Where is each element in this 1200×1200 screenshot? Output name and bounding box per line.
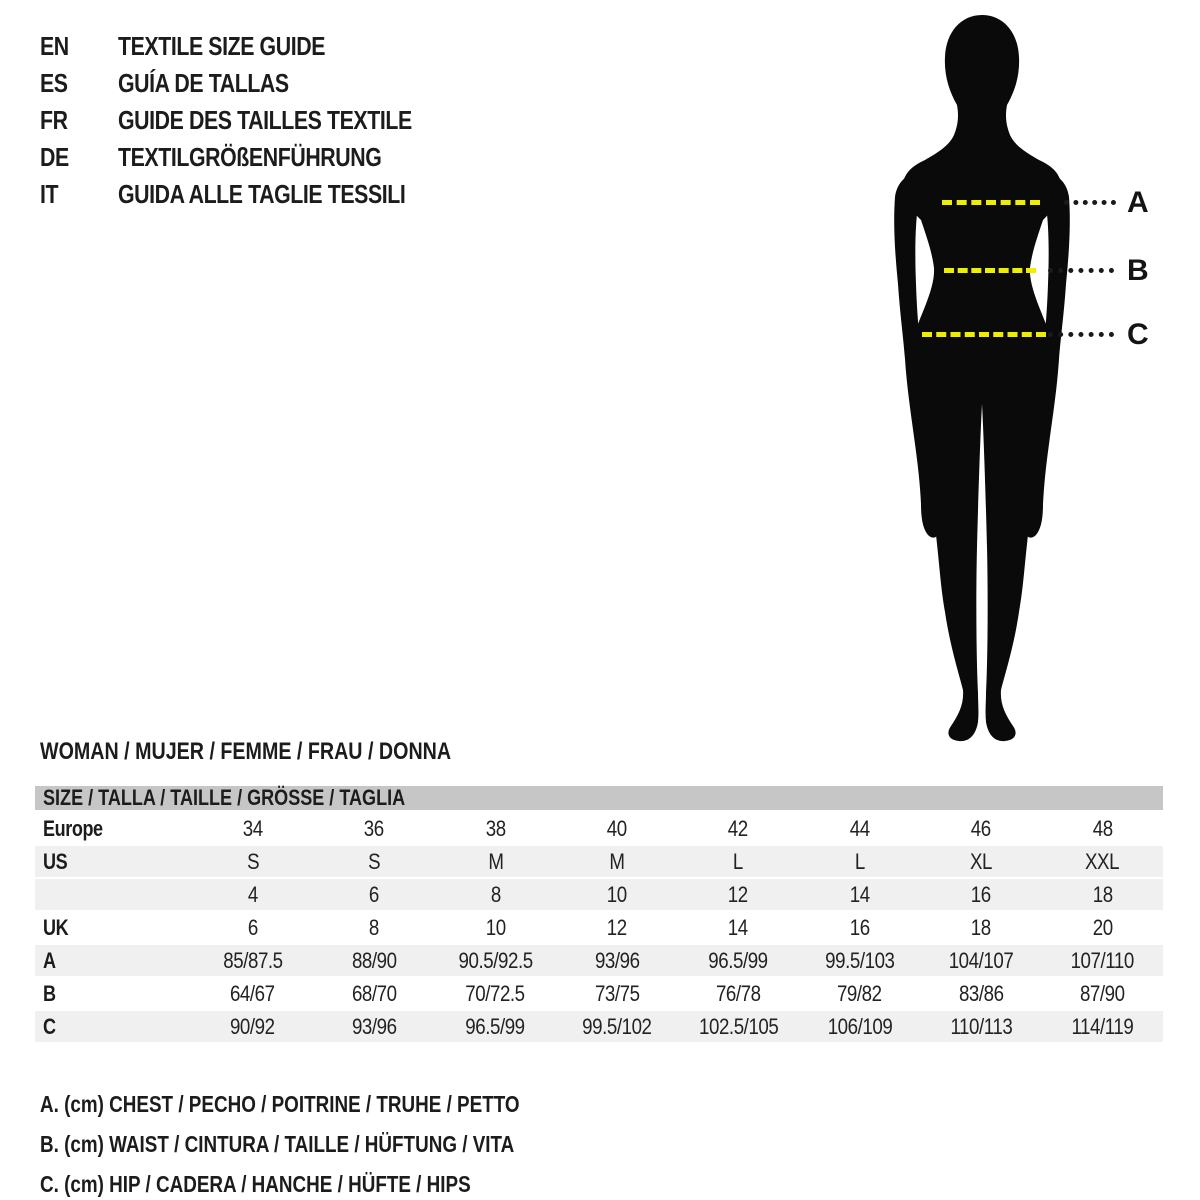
size-cell: 93/96 [594,947,640,973]
size-table-header: SIZE / TALLA / TAILLE / GRÖSSE / TAGLIA [35,786,1163,813]
size-cell: 8 [369,914,380,940]
waist-measure-line [944,268,1036,273]
lang-title: GUÍA DE TALLAS [118,68,289,98]
size-cell: 12 [728,881,749,907]
size-cell: 106/109 [827,1013,892,1039]
size-cell: 4 [247,881,258,907]
table-row-hip [35,1011,1163,1044]
legend-line-chest: A. (cm) CHEST / PECHO / POITRINE / TRUHE / PETTO [40,1090,520,1117]
lang-code: FR [40,105,68,135]
size-cell: 16 [849,914,870,940]
size-cell: 10 [606,881,627,907]
size-cell: 88/90 [351,947,397,973]
table-row-europe [35,813,1163,846]
size-cell: 12 [606,914,627,940]
measurement-legend [40,1084,625,1200]
lang-code: EN [40,31,69,61]
size-cell: 114/119 [1071,1013,1134,1039]
woman-silhouette [845,12,1105,757]
size-cell: 110/113 [950,1013,1012,1039]
size-cell: 87/90 [1079,980,1125,1006]
size-cell: 96.5/99 [708,947,768,973]
size-cell: 6 [369,881,380,907]
hip-connector-line [1048,332,1114,337]
size-cell: 93/96 [351,1013,397,1039]
size-table [35,786,1163,1044]
size-cell: 102.5/105 [698,1013,778,1039]
lang-code: DE [40,142,69,172]
lang-title: GUIDA ALLE TAGLIE TESSILI [118,179,406,209]
row-label: C [43,1013,56,1039]
size-cell: 40 [606,815,627,841]
lang-title: TEXTILE SIZE GUIDE [118,31,326,61]
table-row-waist [35,978,1163,1011]
size-cell: L [854,848,865,874]
size-cell: 18 [970,914,991,940]
size-cell: 14 [849,881,870,907]
row-label: Europe [43,815,103,841]
size-cell: 90.5/92.5 [458,947,533,973]
size-cell: 64/67 [230,980,276,1006]
lang-row-fr [40,102,476,139]
lang-row-es [40,65,476,102]
row-label: US [43,848,68,874]
lang-code: IT [40,179,59,209]
marker-c-label: C [1127,318,1149,351]
lang-code: ES [40,68,68,98]
hip-measure-line [922,332,1046,337]
size-cell: 34 [242,815,263,841]
size-cell: 73/75 [594,980,640,1006]
size-cell: XL [969,848,992,874]
legend-line-hip: C. (cm) HIP / CADERA / HANCHE / HÜFTE / HIPS [40,1170,471,1197]
size-cell: 10 [485,914,506,940]
chest-measure-line [942,200,1040,205]
legend-line-waist: B. (cm) WAIST / CINTURA / TAILLE / HÜFTUNG / VITA [40,1130,515,1157]
lang-row-de [40,139,476,176]
section-title-woman: WOMAN / MUJER / FEMME / FRAU / DONNA [40,738,452,765]
chest-connector-line [1064,200,1116,205]
marker-a-label: A [1127,186,1149,219]
size-cell: 83/86 [958,980,1004,1006]
size-cell: 44 [849,815,870,841]
size-cell: 36 [364,815,385,841]
size-cell: 46 [970,815,991,841]
lang-row-en [40,28,476,65]
row-label: B [43,980,56,1006]
size-cell: XXL [1085,848,1120,874]
row-label: A [43,947,56,973]
size-cell: 14 [728,914,749,940]
size-cell: 8 [490,881,501,907]
size-cell: 48 [1092,815,1113,841]
size-cell: L [733,848,744,874]
size-cell: 70/72.5 [465,980,526,1006]
size-cell: 68/70 [351,980,397,1006]
table-row-us-numeric [35,879,1163,912]
size-cell: 90/92 [230,1013,276,1039]
size-cell: 20 [1092,914,1113,940]
size-cell: M [609,848,625,874]
size-cell: 42 [728,815,749,841]
row-label [35,882,192,908]
lang-title: TEXTILGRÖßENFÜHRUNG [118,142,382,172]
size-cell: 76/78 [715,980,761,1006]
size-cell: 104/107 [948,947,1014,973]
size-cell: 99.5/103 [824,947,895,973]
language-list [40,28,476,213]
table-row-us [35,846,1163,879]
size-cell: M [487,848,504,874]
row-label: UK [43,914,69,940]
lang-row-it [40,176,476,213]
size-cell: 107/110 [1070,947,1134,973]
size-cell: 6 [247,914,258,940]
marker-b-label: B [1127,254,1149,287]
size-cell: 16 [970,881,991,907]
size-cell: 38 [485,815,506,841]
size-cell: S [246,848,259,874]
table-row-uk [35,912,1163,945]
size-cell: 85/87.5 [222,947,283,973]
waist-connector-line [1048,268,1114,273]
size-cell: 99.5/102 [582,1013,652,1039]
size-cell: 18 [1092,881,1113,907]
lang-title: GUIDE DES TAILLES TEXTILE [118,105,412,135]
size-cell: 96.5/99 [465,1013,526,1039]
table-row-chest [35,945,1163,978]
size-cell: 79/82 [837,980,882,1006]
size-cell: S [368,848,381,874]
